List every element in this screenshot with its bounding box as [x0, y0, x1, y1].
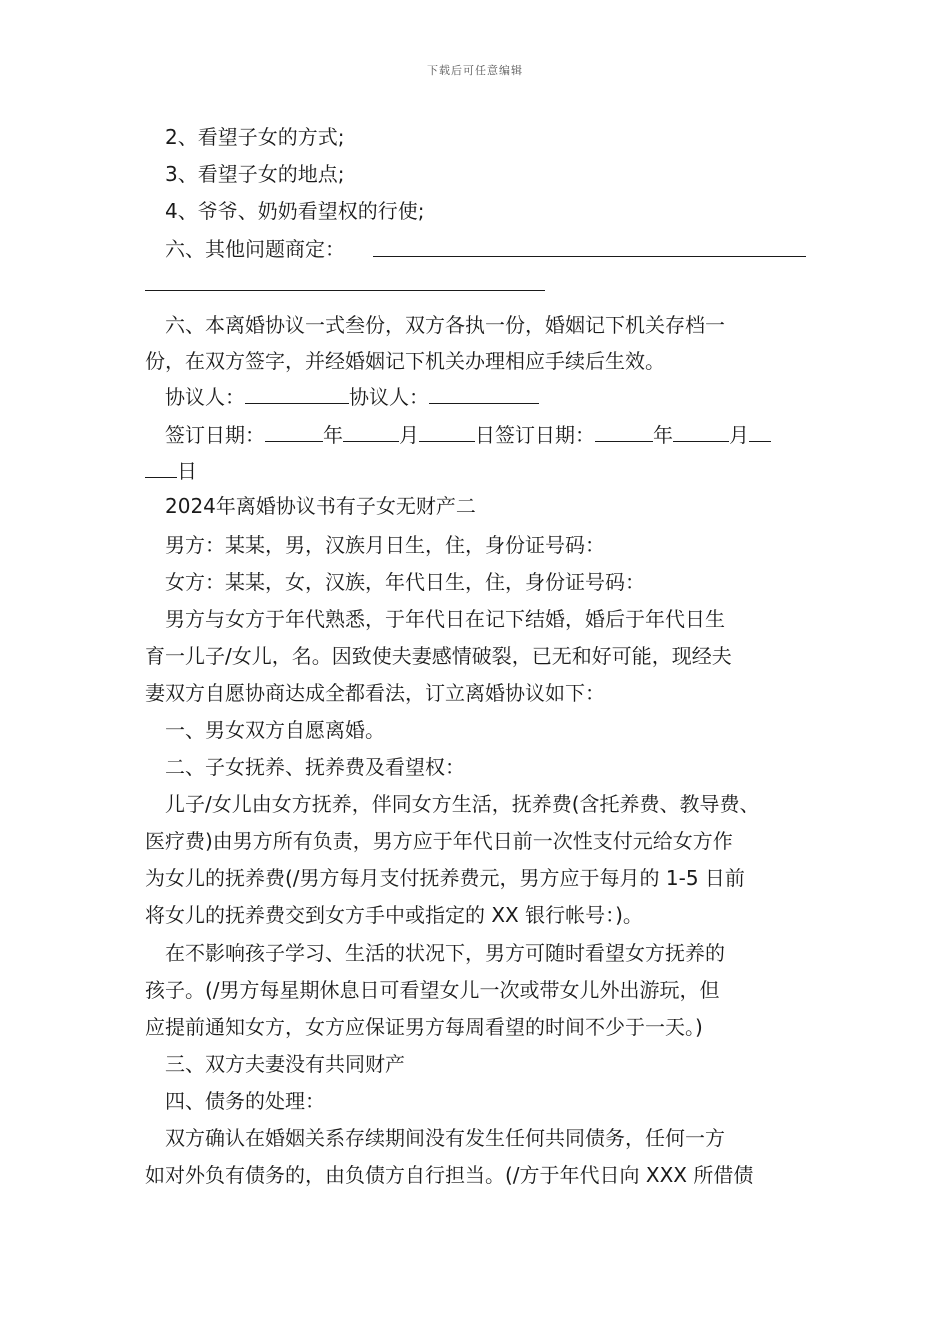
day-blank — [419, 419, 475, 442]
paragraph-line: 医疗费)由男方所有负责，男方应于年代日前一次性支付元给女方作 — [145, 829, 733, 853]
day-label: 日 — [177, 459, 197, 483]
section-title: 2024年离婚协议书有子女无财产二 — [165, 494, 476, 518]
month-blank — [673, 419, 729, 442]
paragraph-line: 4、爷爷、奶奶看望权的行使; — [165, 199, 425, 223]
paragraph-line: 在不影响孩子学习、生活的状况下，男方可随时看望女方抚养的 — [165, 941, 725, 965]
paragraph-line: 男方：某某，男，汉族月日生，住，身份证号码： — [165, 533, 605, 557]
paragraph-line: 男方与女方于年代熟悉，于年代日在记下结婚，婚后于年代日生 — [165, 607, 725, 631]
day-blank — [749, 419, 771, 442]
paragraph-line: 份，在双方签字，并经婚姻记下机关办理相应手续后生效。 — [145, 349, 665, 373]
month-label: 月 — [399, 423, 419, 447]
paragraph-line: 妻双方自愿协商达成全都看法，订立离婚协议如下： — [145, 681, 605, 705]
month-blank — [343, 419, 399, 442]
paragraph-line — [145, 455, 810, 486]
paragraph-line: 育一儿子/女儿，名。因致使夫妻感情破裂，已无和好可能，现经夫 — [145, 644, 732, 668]
paragraph-line: 一、男女双方自愿离婚。 — [165, 718, 385, 742]
date-label: 签订日期： — [165, 423, 265, 447]
paragraph-line: 女方：某某，女，汉族，年代日生，住，身份证号码： — [165, 570, 645, 594]
paragraph-line: 六、本离婚协议一式叁份，双方各执一份，婚姻记下机关存档一 — [165, 313, 725, 337]
paragraph-line: 四、债务的处理： — [165, 1089, 325, 1113]
paragraph-line: 2、看望子女的方式; — [165, 125, 345, 149]
paragraph-line: 将女儿的抚养费交到女方手中或指定的 XX 银行帐号：)。 — [145, 903, 643, 927]
day-blank — [145, 455, 177, 478]
year-label: 年 — [323, 423, 343, 447]
paragraph-line: 如对外负有债务的，由负债方自行担当。(/方于年代日向 XXX 所借债 — [145, 1163, 754, 1187]
blank-line — [373, 256, 806, 257]
paragraph-line: 三、双方夫妻没有共同财产 — [165, 1052, 405, 1076]
paragraph-line: 双方确认在婚姻关系存续期间没有发生任何共同债务，任何一方 — [165, 1126, 725, 1150]
page-header: 下载后可任意编辑 — [427, 64, 523, 77]
month-label: 月 — [729, 423, 749, 447]
paragraph-line: 二、子女抚养、抚养费及看望权： — [165, 755, 465, 779]
year-label: 年 — [653, 423, 673, 447]
year-blank — [595, 419, 653, 442]
paragraph-line: 应提前通知女方，女方应保证男方每周看望的时间不少于一天。) — [145, 1015, 703, 1039]
paragraph-line: 为女儿的抚养费(/男方每月支付抚养费元，男方应于每月的 1-5 日前 — [145, 866, 745, 890]
signing-date-line — [165, 419, 830, 450]
paragraph-line: 儿子/女儿由女方抚养，伴同女方生活，抚养费(含托养费、教导费、 — [165, 792, 760, 816]
date-label: 日签订日期： — [475, 423, 595, 447]
paragraph-line: 六、其他问题商定： — [165, 237, 345, 261]
signatory-line — [165, 381, 830, 412]
paragraph-line: 孩子。(/男方每星期休息日可看望女儿一次或带女儿外出游玩，但 — [145, 978, 720, 1002]
signatory-label: 协议人： — [349, 385, 429, 409]
signature-blank — [429, 381, 539, 404]
signature-blank — [245, 381, 349, 404]
blank-line — [145, 290, 545, 291]
paragraph-line: 3、看望子女的地点; — [165, 162, 345, 186]
year-blank — [265, 419, 323, 442]
signatory-label: 协议人： — [165, 385, 245, 409]
